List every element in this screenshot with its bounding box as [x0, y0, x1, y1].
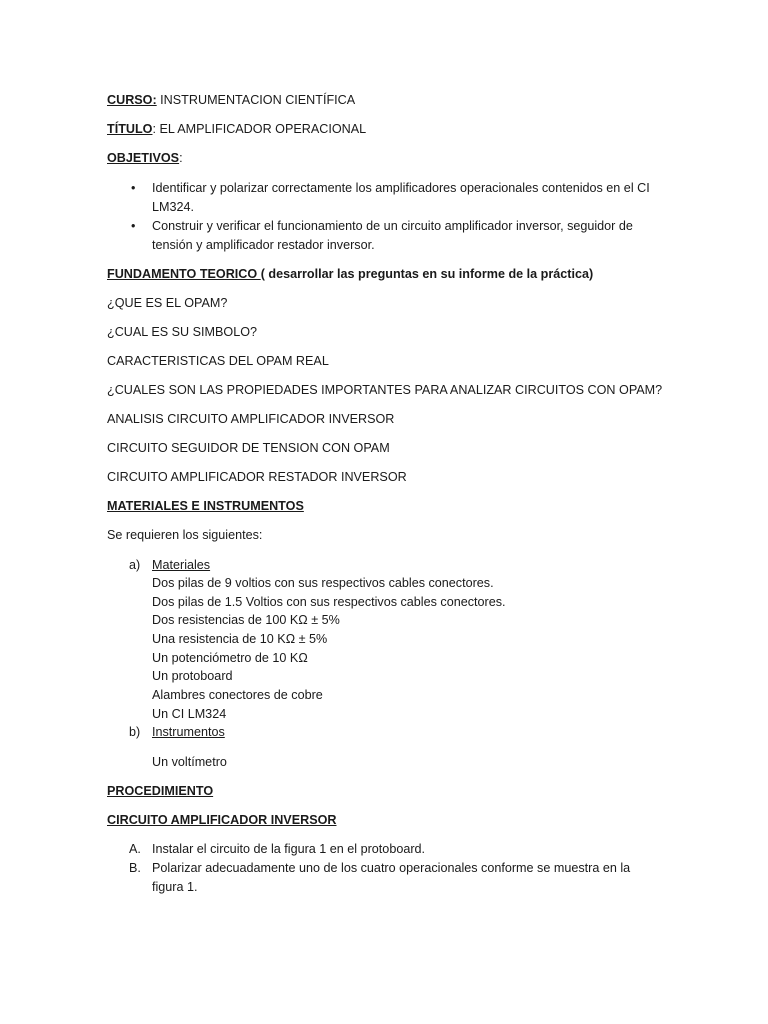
objetivo-item	[131, 179, 651, 217]
material-item: Dos resistencias de 100 KΩ ± 5%	[152, 613, 340, 627]
material-item: Una resistencia de 10 KΩ ± 5%	[152, 632, 328, 646]
question-6: CIRCUITO SEGUIDOR DE TENSION CON OPAM	[107, 441, 390, 455]
materiales-heading: MATERIALES E INSTRUMENTOS	[107, 499, 304, 513]
fundamento-heading-rest: ( desarrollar las preguntas en su informe de la práctica)	[260, 267, 594, 281]
question-7: CIRCUITO AMPLIFICADOR RESTADOR INVERSOR	[107, 470, 407, 484]
curso-line	[107, 91, 355, 109]
instrumentos-label: Instrumentos	[152, 725, 225, 739]
question-4: ¿CUALES SON LAS PROPIEDADES IMPORTANTES PARA ANALIZAR CIRCUITOS CON OPAM?	[107, 383, 663, 397]
material-item: Un protoboard	[152, 669, 233, 683]
material-item: Un potenciómetro de 10 KΩ	[152, 651, 308, 665]
instrumento-item: Un voltímetro	[152, 755, 227, 769]
titulo-line	[107, 120, 366, 138]
procedimiento-heading: PROCEDIMIENTO	[107, 784, 214, 798]
objetivo-text: • Identificar y polarizar correctamente los amplificadores operacionales contenidos en el CI LM324.	[152, 181, 650, 214]
objetivo-text: • Construir y verificar el funcionamiento de un circuito amplificador inversor, seguidor de tensión y amplificador restador inversor.	[152, 219, 633, 252]
question-1: ¿QUE ES EL OPAM?	[107, 296, 228, 310]
procedimiento-subheading: CIRCUITO AMPLIFICADOR INVERSOR	[107, 813, 337, 827]
question-2: ¿CUAL ES SU SIMBOLO?	[107, 325, 257, 339]
objetivos-colon: :	[179, 151, 183, 165]
objetivos-heading	[107, 149, 183, 167]
fundamento-heading-underlined: FUNDAMENTO TEORICO	[107, 267, 261, 281]
material-item: Dos pilas de 9 voltios con sus respectivos cables conectores.	[152, 576, 494, 590]
step-text: Instalar el circuito de la figura 1 en el protoboard.	[152, 842, 426, 856]
materiales-intro: Se requieren los siguientes:	[107, 528, 263, 542]
objetivos-label: OBJETIVOS	[107, 151, 180, 165]
curso-label: CURSO:	[107, 93, 157, 107]
question-3: CARACTERISTICAS DEL OPAM REAL	[107, 354, 329, 368]
step-text: Polarizar adecuadamente uno de los cuatro operacionales conforme se muestra en la figura 1.	[152, 861, 631, 894]
titulo-value: : EL AMPLIFICADOR OPERACIONAL	[152, 122, 367, 136]
list-marker-a: a)	[129, 558, 141, 572]
objetivo-item	[131, 217, 651, 255]
step-marker-b: B.	[129, 861, 141, 875]
fundamento-heading	[107, 265, 593, 283]
materiales-label: Materiales	[152, 558, 211, 572]
list-marker-b: b)	[129, 725, 141, 739]
material-item: Dos pilas de 1.5 Voltios con sus respectivos cables conectores.	[152, 595, 506, 609]
question-5: ANALISIS CIRCUITO AMPLIFICADOR INVERSOR	[107, 412, 395, 426]
step-marker-a: A.	[129, 842, 141, 856]
curso-value: INSTRUMENTACION CIENTÍFICA	[156, 93, 356, 107]
material-item: Un CI LM324	[152, 707, 227, 721]
titulo-label: TÍTULO	[107, 122, 153, 136]
material-item: Alambres conectores de cobre	[152, 688, 323, 702]
